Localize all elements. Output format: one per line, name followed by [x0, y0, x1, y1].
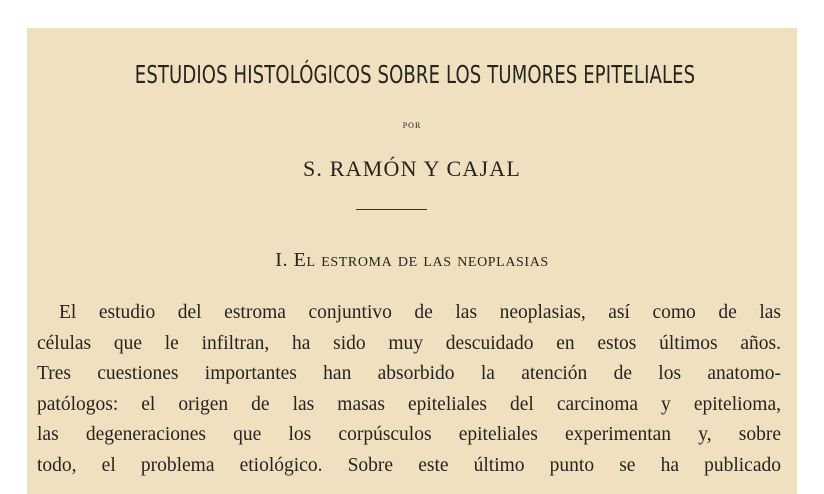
document-title: ESTUDIOS HISTOLÓGICOS SOBRE LOS TUMORES EPITELIALES: [134, 60, 696, 89]
byline-label: por: [402, 119, 422, 131]
divider-rule: [356, 209, 427, 210]
paragraph-line: las degeneraciones que los corpúsculos epiteliales experimentan y, sobre: [37, 424, 781, 445]
author-name: S. RAMÓN Y CAJAL: [302, 156, 522, 181]
paragraph-line: Tres cuestiones importantes han absorbido la atención de los anatomo-: [37, 363, 781, 384]
paragraph-line: células que le infiltran, ha sido muy descuidado en estos últimos años.: [37, 332, 781, 354]
paragraph-line: todo, el problema etiológico. Sobre este último punto se ha publicado: [37, 454, 781, 476]
body-paragraph: [37, 298, 781, 481]
section-heading: I. El estroma de las neoplasias: [275, 249, 549, 271]
paragraph-line: patólogos: el origen de las masas epiteliales del carcinoma y epitelioma,: [37, 393, 781, 415]
book-page: [27, 28, 797, 494]
paragraph-line: El estudio del estroma conjuntivo de las neoplasias, así como de las: [59, 302, 781, 323]
